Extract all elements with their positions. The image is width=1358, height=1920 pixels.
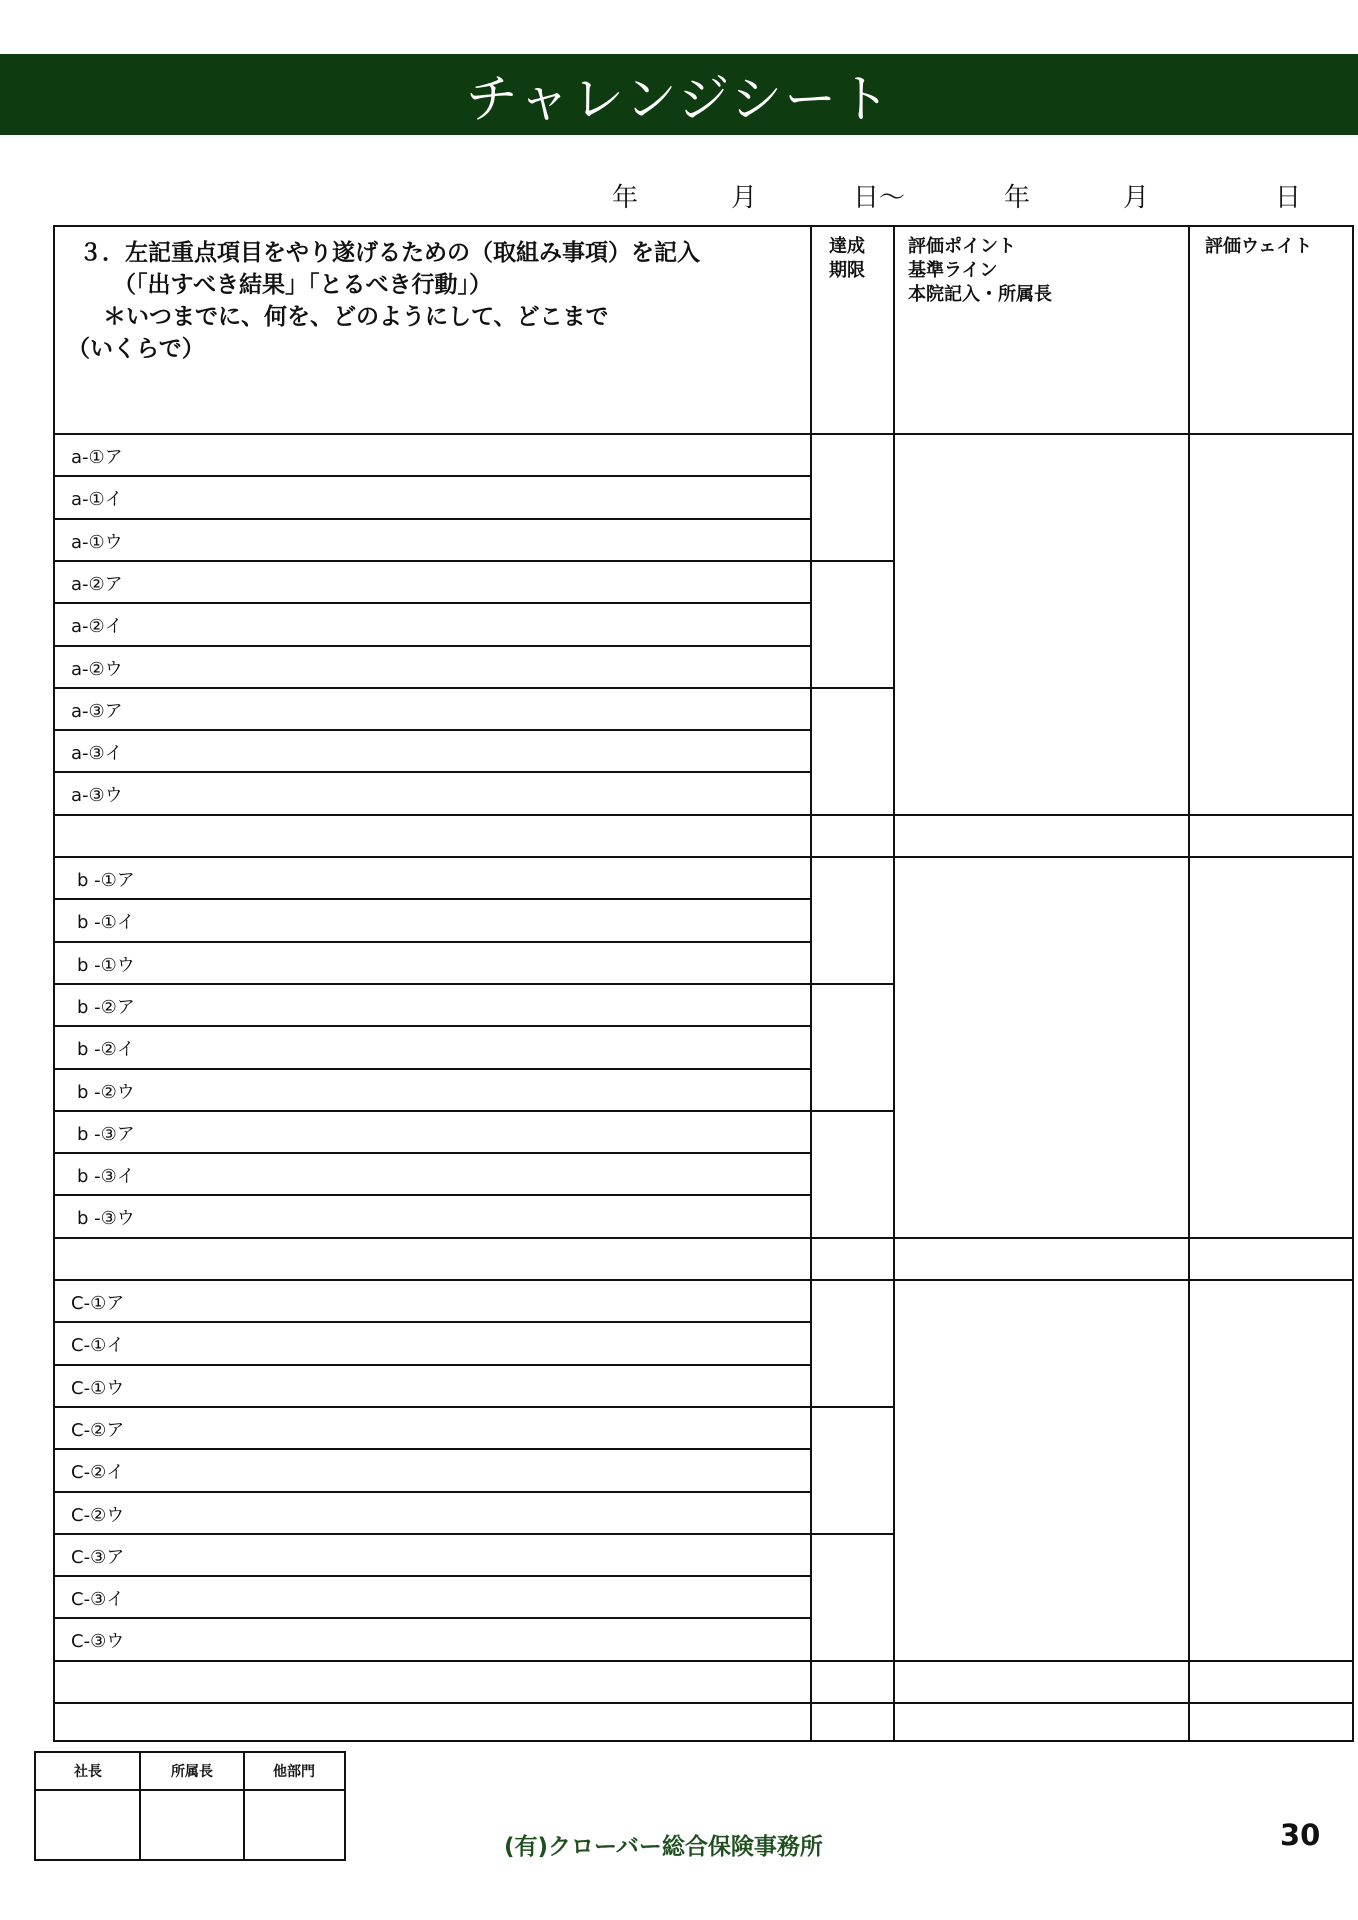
date-day-end: 日: [1275, 183, 1302, 213]
row-divider: [55, 983, 810, 985]
date-range: [0, 177, 1358, 213]
row-label: a-③イ: [71, 743, 123, 765]
row-divider: [55, 1533, 810, 1535]
row-divider: [55, 1068, 810, 1070]
approval-divider: [243, 1753, 245, 1859]
row-divider: [55, 602, 810, 604]
row-label: b -③ア: [77, 1123, 135, 1145]
row-divider: [55, 475, 810, 477]
row-divider: [55, 1702, 1352, 1704]
row-label: C-③ア: [71, 1546, 125, 1568]
row-divider: [55, 433, 1352, 435]
row-divider: [810, 1406, 893, 1408]
page-title: チャレンジシート: [465, 70, 893, 130]
header-line: （「出すべき結果」「とるべき行動」）: [113, 272, 493, 298]
header-deadline-line: 達成: [829, 236, 865, 257]
row-divider: [55, 645, 810, 647]
column-divider: [1188, 227, 1190, 1740]
date-year-start: 年: [612, 183, 639, 213]
row-divider: [55, 898, 810, 900]
approval-stamp-box: [34, 1751, 346, 1861]
header-eval-weight: 評価ウェイト: [1205, 236, 1313, 257]
row-divider: [55, 1110, 810, 1112]
row-label: a-①ウ: [71, 531, 123, 553]
date-day-start: 日〜: [853, 183, 906, 213]
approval-manager-label: 所属長: [171, 1764, 213, 1780]
row-divider: [55, 1321, 810, 1323]
header-deadline-line: 期限: [829, 260, 865, 281]
row-divider: [55, 729, 810, 731]
row-divider: [810, 1110, 893, 1112]
row-label: a-①ア: [71, 447, 123, 468]
row-label: C-①ウ: [71, 1377, 125, 1399]
row-divider: [55, 687, 810, 689]
row-divider: [55, 856, 1352, 858]
row-label: a-②イ: [71, 616, 123, 638]
row-label: a-①イ: [71, 489, 123, 511]
header-eval-line: 基準ライン: [908, 260, 998, 281]
row-label: b -②ウ: [77, 1081, 135, 1103]
approval-divider: [36, 1789, 344, 1791]
row-divider: [55, 518, 810, 520]
row-label: a-③ウ: [71, 785, 123, 807]
header-eval-line: 評価ポイント: [908, 236, 1016, 257]
row-label: b -③イ: [77, 1166, 135, 1188]
row-divider: [55, 1194, 810, 1196]
approval-divider: [139, 1753, 141, 1859]
header-line: ３．左記重点項目をやり遂げるための（取組み事項）を記入: [79, 240, 700, 266]
row-divider: [55, 1279, 1352, 1281]
row-label: C-②イ: [71, 1462, 125, 1484]
page-number: 30: [1280, 1818, 1321, 1852]
date-year-end: 年: [1004, 183, 1031, 213]
row-divider: [810, 1533, 893, 1535]
header-eval-point: [908, 235, 1052, 307]
row-label: a-②ウ: [71, 658, 123, 680]
approval-other-label: 他部門: [273, 1764, 315, 1780]
date-month-end: 月: [1123, 183, 1150, 213]
column-divider: [893, 227, 895, 1740]
row-label: b -①ウ: [77, 954, 135, 976]
row-label: a-②ア: [71, 573, 123, 595]
row-label: b -③ウ: [77, 1208, 135, 1230]
challenge-table: [53, 225, 1354, 1742]
row-divider: [55, 1152, 810, 1154]
header-line: ＊いつまでに、何を、どのようにして、どこまで: [103, 304, 609, 330]
row-divider: [55, 1364, 810, 1366]
row-divider: [55, 560, 810, 562]
row-label: C-②ア: [71, 1419, 125, 1441]
row-divider: [55, 941, 810, 943]
row-label: b -①ア: [77, 870, 135, 891]
row-divider: [810, 687, 893, 689]
date-month-start: 月: [731, 183, 758, 213]
row-divider: [810, 983, 893, 985]
row-label: a-③ア: [71, 700, 123, 722]
row-label: C-①イ: [71, 1335, 125, 1357]
header-instructions: [67, 237, 700, 365]
row-divider: [55, 1448, 810, 1450]
row-label: C-②ウ: [71, 1504, 125, 1526]
row-divider: [55, 1406, 810, 1408]
row-label: C-③ウ: [71, 1631, 125, 1653]
row-label: b -①イ: [77, 912, 135, 934]
title-banner: [0, 54, 1358, 135]
row-divider: [55, 1617, 810, 1619]
header-line: （いくらで）: [67, 336, 205, 362]
row-divider: [810, 560, 893, 562]
row-label: C-③イ: [71, 1589, 125, 1611]
row-label: b -②イ: [77, 1039, 135, 1061]
row-divider: [55, 1025, 810, 1027]
header-deadline: [829, 235, 865, 283]
row-divider: [55, 1491, 810, 1493]
row-divider: [55, 814, 1352, 816]
row-divider: [55, 1575, 810, 1577]
row-label: b -②ア: [77, 996, 135, 1018]
row-divider: [55, 771, 810, 773]
row-divider: [55, 1237, 1352, 1239]
company-name: (有)クローバー総合保険事務所: [504, 1834, 823, 1860]
header-eval-line: 本院記入・所属長: [908, 284, 1052, 305]
row-divider: [55, 1660, 1352, 1662]
row-label: C-①ア: [71, 1293, 125, 1314]
approval-president-label: 社長: [74, 1764, 102, 1780]
